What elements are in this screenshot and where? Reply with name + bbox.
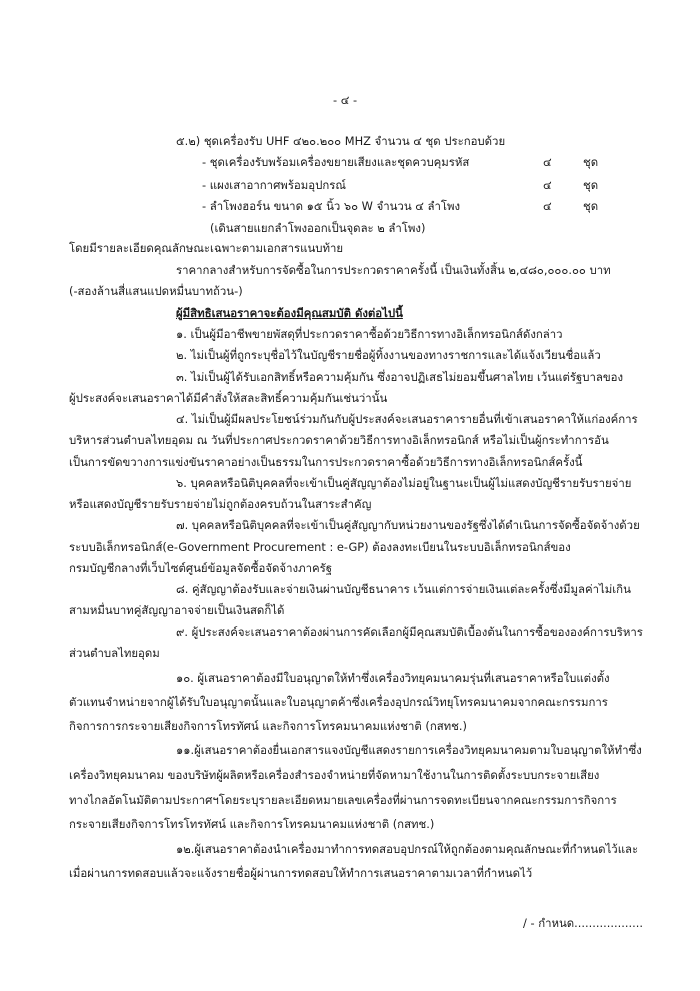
- qualification-line: ทางไกลอัตโนมัติตามประกาศฯโดยระบุรายละเอียดหมายเลขเครื่องที่ผ่านการจดทะเบียนจากคณะกรรมการกิจการ: [69, 793, 617, 807]
- component-label: - ลำโพงฮอร์น ขนาด ๑๕ นิ้ว ๖๐ W จำนวน ๔ ลำโพง: [202, 199, 461, 213]
- component-unit: ชุด: [583, 178, 599, 192]
- qualification-heading: ผู้มีสิทธิเสนอราคาจะต้องมีคุณสมบัติ ดังต่อไปนี้: [176, 306, 403, 320]
- qualification-line: หรือแสดงบัญชีรายรับรายจ่ายไม่ถูกต้องครบถ้วนในสาระสำคัญ: [69, 497, 372, 511]
- qualification-line: ๑๑.ผู้เสนอราคาต้องยื่นเอกสารแจงบัญชีแสดงรายการเครื่องวิทยุคมนาคมตามใบอนุญาตให้ทำซึ่ง: [176, 743, 642, 757]
- component-qty: ๔: [543, 199, 552, 213]
- item-heading: ๕.๒) ชุดเครื่องรับ UHF ๔๒๐.๒๐๐ MHZ จำนวน ๔ ชุด ประกอบด้วย: [176, 134, 506, 148]
- qualification-line: กิจการการกระจายเสียงกิจการโทรทัศน์ และกิจการโทรคมนาคมแห่งชาติ (กสทช.): [69, 719, 467, 733]
- component-unit: ชุด: [583, 155, 599, 169]
- qualification-line: ๗. บุคคลหรือนิติบุคคลที่จะเข้าเป็นคู่สัญญากับหน่วยงานของรัฐซึ่งได้ดำเนินการจัดซื้อจัดจ้างด้วย: [176, 518, 640, 532]
- component-qty: ๔: [543, 178, 552, 192]
- spec-reference: โดยมีรายละเอียดคุณลักษณะเฉพาะตามเอกสารแนบท้าย: [69, 241, 344, 255]
- qualification-line: ผู้ประสงค์จะเสนอราคาได้มีคำสั่งให้สละสิทธิ์ความคุ้มกันเช่นว่านั้น: [69, 391, 388, 405]
- qualification-line: เครื่องวิทยุคมนาคม ของบริษัทผู้ผลิตหรือเครื่องสำรองจำหน่ายที่จัดหามาใช้งานในการติดตั้งระบบกระจายเสียง: [69, 768, 600, 782]
- component-label: - แผงเสาอากาศพร้อมอุปกรณ์: [202, 178, 346, 192]
- component-label: - ชุดเครื่องรับพร้อมเครื่องขยายเสียงและชุดควบคุมรหัส: [202, 155, 470, 169]
- qualification-line: ๑๐. ผู้เสนอราคาต้องมีใบอนุญาตให้ทำซึ่งเครื่องวิทยุคมนาคมรุ่นที่เสนอราคาหรือใบแต่งตั้ง: [176, 671, 610, 685]
- qualification-line: สามหมื่นบาทคู่สัญญาอาจจ่ายเป็นเงินสดก็ได้: [69, 603, 285, 617]
- qualification-line: ๑. เป็นผู้มีอาชีพขายพัสดุที่ประกวดราคาซื้อด้วยวิธีการทางอิเล็กทรอนิกส์ดังกล่าว: [176, 327, 563, 341]
- qualification-line: ส่วนตำบลไทยอุดม: [69, 646, 160, 660]
- qualification-line: ๒. ไม่เป็นผู้ที่ถูกระบุชื่อไว้ในบัญชีรายชื่อผู้ทิ้งงานของทางราชการและได้แจ้งเวียนชื่อแล้ว: [176, 348, 601, 362]
- qualification-line: ๑๒.ผู้เสนอราคาต้องนำเครื่องมาทำการทดสอบอุปกรณ์ให้ถูกต้องตามคุณลักษณะที่กำหนดไว้และ: [176, 842, 639, 856]
- component-qty: ๔: [543, 155, 552, 169]
- item-note: (เดินสายแยกลำโพงออกเป็นจุดละ ๒ ลำโพง): [210, 221, 426, 235]
- qualification-line: เป็นการขัดขวางการแข่งขันราคาอย่างเป็นธรรมในการประกวดราคาซื้อด้วยวิธีการทางอิเล็กทรอนิกส์ครั้งนี้: [69, 455, 583, 469]
- component-unit: ชุด: [583, 199, 599, 213]
- budget-line: ราคากลางสำหรับการจัดซื้อในการประกวดราคาครั้งนี้ เป็นเงินทั้งสิ้น ๒,๔๘๐,๐๐๐.๐๐ บาท: [176, 263, 611, 277]
- qualification-line: ๘. คู่สัญญาต้องรับและจ่ายเงินผ่านบัญชีธนาคาร เว้นแต่การจ่ายเงินแต่ละครั้งซึ่งมีมูลค่าไม่เกิน: [176, 582, 631, 596]
- qualification-line: กระจายเสียงกิจการโทรโทรทัศน์ และกิจการโทรคมนาคมแห่งชาติ (กสทช.): [69, 817, 435, 831]
- qualification-line: ระบบอิเล็กทรอนิกส์(e-Government Procurement : e-GP) ต้องลงทะเบียนในระบบอิเล็กทรอนิกส์ของ: [69, 540, 571, 554]
- qualification-line: เมื่อผ่านการทดสอบแล้วจะแจ้งรายชื่อผู้ผ่านการทดสอบให้ทำการเสนอราคาตามเวลาที่กำหนดไว้: [69, 866, 533, 880]
- qualification-line: ๔. ไม่เป็นผู้มีผลประโยชน์ร่วมกันกับผู้ประสงค์จะเสนอราคารายอื่นที่เข้าเสนอราคาให้แก่องค์การ: [176, 412, 638, 426]
- qualification-line: บริหารส่วนตำบลไทยอุดม ณ วันที่ประกาศประกวดราคาด้วยวิธีการทางอิเล็กทรอนิกส์ หรือไม่เป็นผู้กระทำการอัน: [69, 433, 609, 447]
- qualification-line: กรมบัญชีกลางที่เว็บไซต์ศูนย์ข้อมูลจัดซื้อจัดจ้างภาครัฐ: [69, 561, 332, 575]
- page-number: - ๔ -: [333, 93, 358, 107]
- qualification-line: ๖. บุคคลหรือนิติบุคคลที่จะเข้าเป็นคู่สัญญาต้องไม่อยู่ในฐานะเป็นผู้ไม่แสดงบัญชีรายรับรายจ่าย: [176, 476, 632, 490]
- qualification-line: ตัวแทนจำหน่ายจากผู้ได้รับใบอนุญาตนั้นและใบอนุญาตค้าซึ่งเครื่องอุปกรณ์วิทยุโทรคมนาคมจากคณะกรรมการ: [69, 695, 608, 709]
- qualification-line: ๓. ไม่เป็นผู้ได้รับเอกสิทธิ์หรือความคุ้มกัน ซึ่งอาจปฏิเสธไม่ยอมขึ้นศาลไทย เว้นแต่รัฐบาลของ: [176, 370, 624, 384]
- budget-text-amount: (-สองล้านสี่แสนแปดหมื่นบาทถ้วน-): [69, 284, 243, 298]
- qualification-line: ๙. ผู้ประสงค์จะเสนอราคาต้องผ่านการคัดเลือกผู้มีคุณสมบัติเบื้องต้นในการซื้อขององค์การบริหาร: [176, 625, 643, 639]
- continuation-marker: / - กำหนด...................: [523, 916, 643, 930]
